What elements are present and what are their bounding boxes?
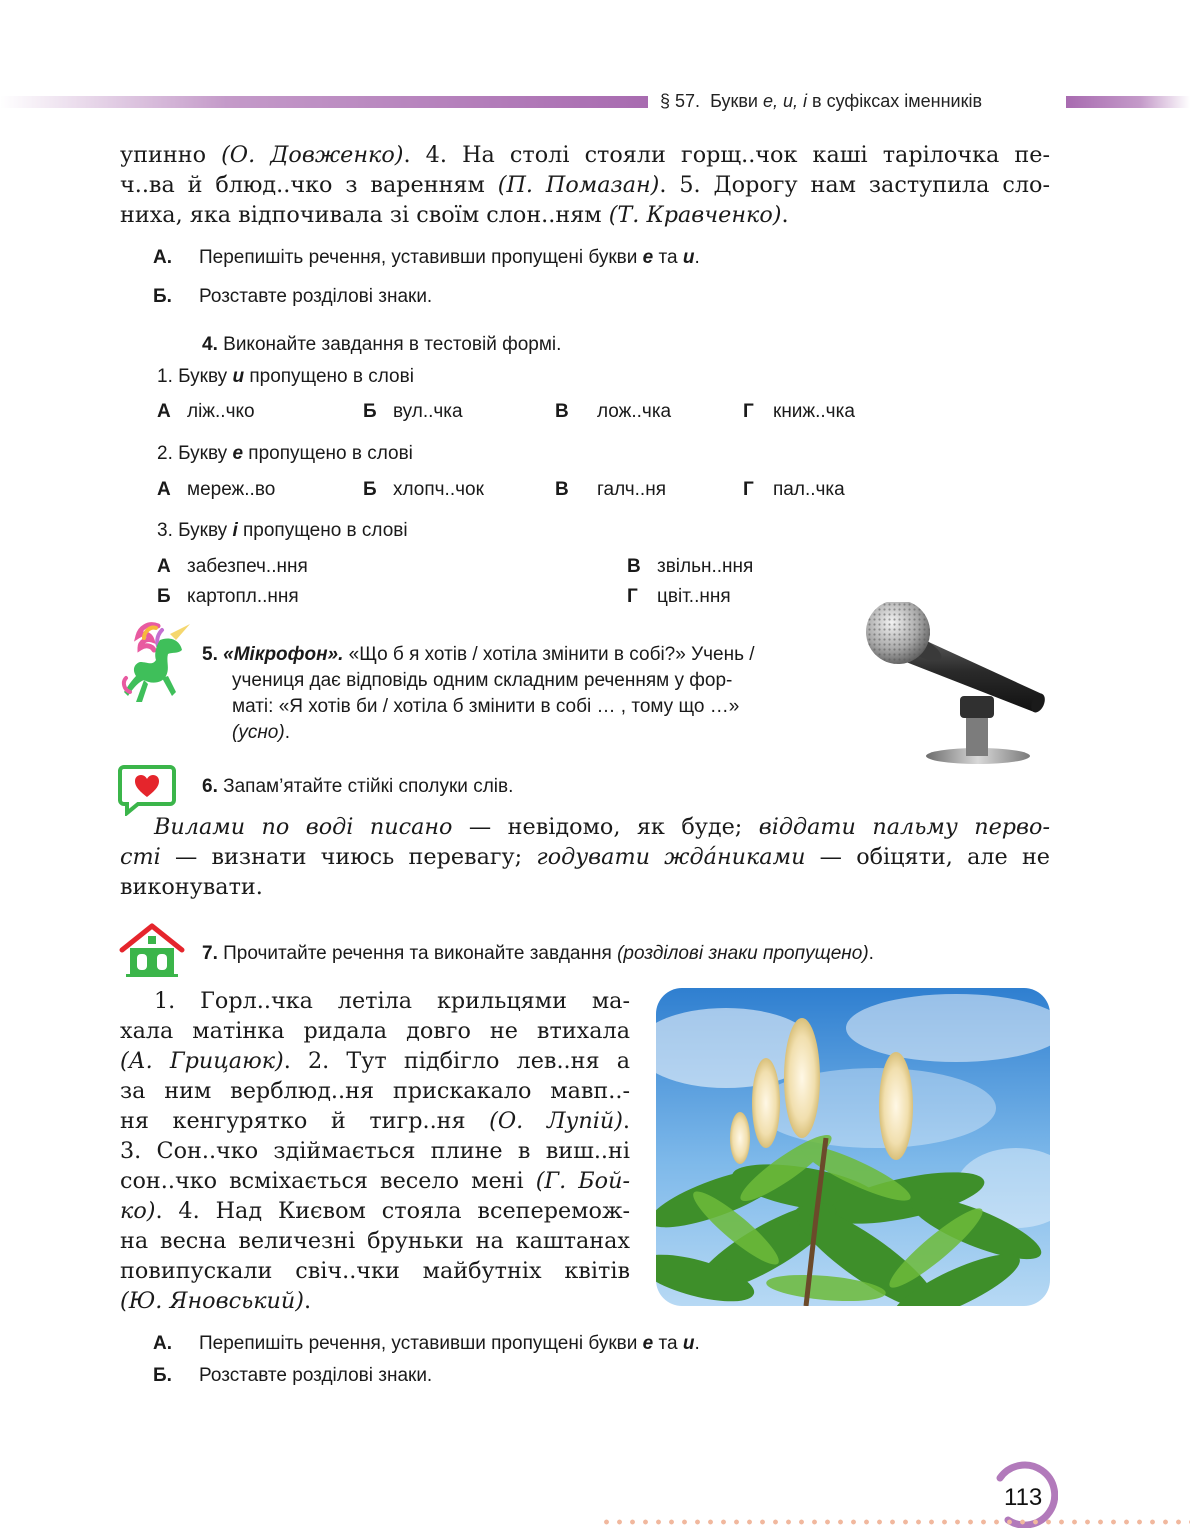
task4-heading: 4. Виконайте завдання в тестовій формі. [202, 334, 562, 355]
q3-option-a: А забезпеч..ння [157, 556, 308, 577]
section-number: § 57. [660, 91, 701, 111]
task4-number: 4. [202, 334, 218, 355]
header-title-pre: Букви [710, 91, 763, 111]
q2-option-b: Б хлопч..чок [363, 479, 484, 500]
idiom-2: віддати пальму перво- [758, 814, 1050, 840]
footer-dots [600, 1518, 1190, 1526]
idioms-paragraph: Вилами по воді писано — невідомо, як буде; віддати пальму перво- сті — визнати чиюсь перевагу; годувати жда́никами — обіцяти, але не виконувати. [120, 814, 1051, 900]
q1-option-b: Б вул..чка [363, 401, 463, 422]
task5-line-4: (усно). [232, 722, 290, 743]
home-icon [118, 922, 186, 978]
task5-line-2: учениця дає відповідь одним складним реченням у фор- [232, 670, 733, 691]
header-title-letters: е, и, і [762, 91, 808, 111]
subtask-b-top: Б. Розставте розділові знаки. [153, 286, 433, 307]
q3-option-b: Б картопл..ння [157, 586, 299, 607]
task4-question-2: 2. Букву е пропущено в слові [157, 443, 413, 464]
q1-option-a: А ліж..чко [157, 401, 255, 422]
q2-option-v: В галч..ня [555, 479, 666, 500]
microphone-image [862, 602, 1052, 768]
header-title-post: в суфіксах іменників [807, 91, 983, 111]
q1-option-v: В лож..чка [555, 401, 672, 422]
task4-question-1: 1. Букву и пропущено в слові [157, 366, 414, 387]
heart-message-icon [118, 764, 176, 816]
chestnut-blossom-photo [656, 988, 1050, 1306]
idiom-3: годувати жда́никами [536, 844, 806, 870]
top-paragraph: упинно (О. Довженко). 4. На столі стояли горщ..чок каші тарілочка пе- ч..ва й блюд..чко з варенням (П. Помазан). 5. Дорогу нам заступила сло- ниха, яка відпочивала зі своїм слон..ням (Т. Кравченко). [120, 142, 1050, 228]
subtask-a-bottom: А. Перепишіть речення, уставивши пропущені букви е та и. [153, 1333, 700, 1354]
task6-heading: 6. Запам’ятайте стійкі сполуки слів. [202, 776, 514, 797]
q2-option-a: А мереж..во [157, 479, 276, 500]
idiom-1: Вилами по воді писано [154, 814, 453, 840]
task6-number: 6. [202, 776, 218, 797]
task7-heading: 7. Прочитайте речення та виконайте завдання (розділові знаки пропущено). [202, 943, 874, 964]
subtask-a-top: А. Перепишіть речення, уставивши пропущені букви е та и. [153, 247, 700, 268]
running-header [660, 91, 982, 112]
header-bar-right [1066, 96, 1190, 108]
q3-option-v: В звільн..ння [627, 556, 754, 577]
unicorn-icon [118, 620, 196, 706]
subtask-b-bottom: Б. Розставте розділові знаки. [153, 1365, 433, 1386]
q3-option-h: Г цвіт..ння [627, 586, 731, 607]
q1-option-h: Г книж..чка [743, 401, 855, 422]
task7-paragraph: 1. Горл..чка летіла крильцями ма- хала матінка ридала довго не втихала (А. Грицаюк). 2. Тут підбігло лев..ня а за ним верблюд..ня прискакало мавп..- ня кенгурятко й тигр..ня (О. Лупій). 3. Сон..чко здіймається плине в виш..ні сон..чко всміхається весело мені (Г. Бой- ко). 4. Над Києвом стояла всеперемож- на весна величезні бруньки на каштанах повипускали свіч..чки майбутніх квітів (Ю. Яновський). [120, 988, 630, 1314]
task5-name: «Мікрофон». [223, 644, 344, 665]
task4-question-3: 3. Букву і пропущено в слові [157, 520, 408, 541]
task5-line-3: маті: «Я хотів би / хотіла б змінити в собі … , тому що …» [232, 696, 740, 717]
task7-number: 7. [202, 943, 218, 964]
task5-line-1: 5. «Мікрофон». «Що б я хотів / хотіла змінити в собі?» Учень / [202, 644, 755, 665]
q2-option-h: Г пал..чка [743, 479, 845, 500]
task5-number: 5. [202, 644, 218, 665]
header-bar-left [0, 96, 648, 108]
page-number: 113 [1004, 1484, 1043, 1511]
